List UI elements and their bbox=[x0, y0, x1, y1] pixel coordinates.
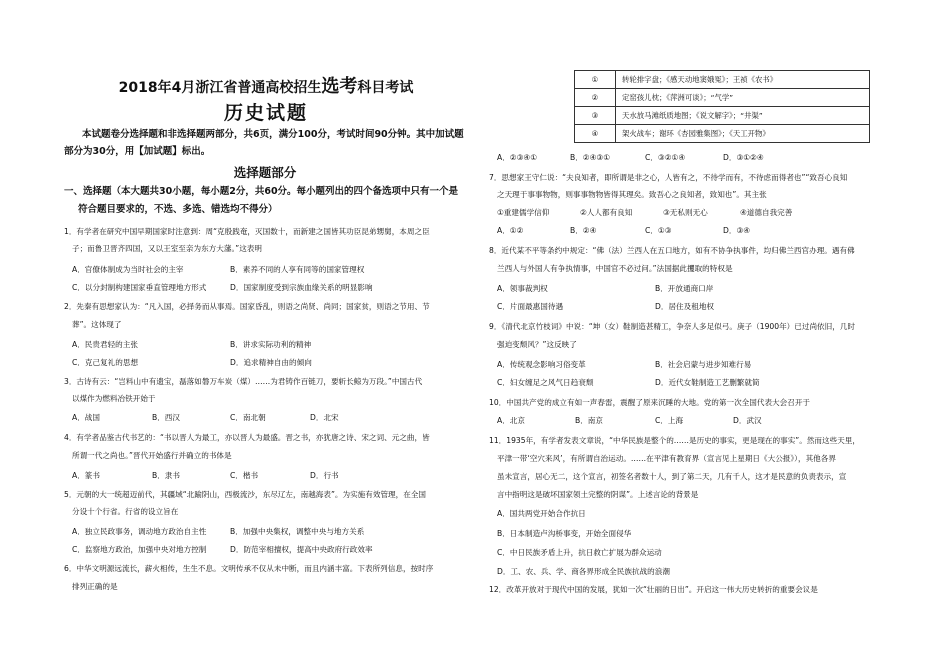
exam-title bbox=[96, 72, 436, 98]
q9-option-c[interactable]: C．妇女缠足之风气日趋衰颓 bbox=[497, 378, 594, 387]
q10-option-a[interactable]: A．北京 bbox=[497, 416, 525, 425]
q4-option-a[interactable]: A．篆书 bbox=[72, 471, 100, 480]
question-7-text-cont: 之天理于事事物物，则事事物物皆得其理矣。致吾心之良知者，致知也”。其主张 bbox=[497, 190, 767, 199]
question-4-text-cont: 所谓一代之尚也。”晋代开始盛行并确立的书体是 bbox=[72, 451, 232, 460]
q9-option-a[interactable]: A．传统观念影响习俗变革 bbox=[497, 360, 586, 369]
intro-line: 部分为30分，用【加试题】标出。 bbox=[64, 146, 211, 157]
q8-option-b[interactable]: B．开放通商口岸 bbox=[655, 284, 714, 293]
source-row-content: 定窑孩儿枕；《萍洲可谈》；“气学” bbox=[616, 89, 870, 107]
question-1-text-cont: 子；而鲁卫晋齐四国，又以王室至亲为东方大藩。”这表明 bbox=[72, 244, 262, 253]
title-emphasis: 选考 bbox=[321, 76, 358, 97]
q10-option-c[interactable]: C．上海 bbox=[655, 416, 684, 425]
q11-option-a[interactable]: A．国共两党开始合作抗日 bbox=[497, 509, 586, 518]
q1-option-d[interactable]: D．国家制度受到宗族血缘关系的明显影响 bbox=[230, 283, 373, 292]
q3-option-c[interactable]: C．南北朝 bbox=[230, 413, 266, 422]
title-suffix: 科目考试 bbox=[357, 80, 414, 96]
question-4-text: 4．有学者品鉴古代书艺的：“书以晋人为最工，亦以晋人为最盛。晋之书，亦犹唐之诗、宋之词、元之曲，皆 bbox=[64, 433, 430, 442]
question-5-text: 5．元朝的大一统超迈前代，其疆域“北踰阴山，西极流沙，东尽辽左，南越海表”。为实施有效管理，在全国 bbox=[64, 490, 427, 499]
title-prefix: 2018年4月浙江省普通高校招生 bbox=[118, 80, 322, 96]
part-heading: 一、选择题（本大题共30小题，每小题2分，共60分。每小题列出的四个备选项中只有一个是 bbox=[64, 186, 459, 197]
question-12-text: 12．改革开放对于现代中国的发展，犹如一次“壮丽的日出”。开启这一伟大历史转折的重要会议是 bbox=[489, 585, 818, 594]
question-1-text: 1．有学者在研究中国早期国家时注意到：周“克殷践奄，灭国数十，而新建之国皆其功臣昆弟甥舅，本周之臣 bbox=[64, 227, 430, 236]
q7-statement-4: ④道德自我完善 bbox=[740, 208, 793, 217]
q11-option-c[interactable]: C．中日民族矛盾上升，抗日救亡扩展为群众运动 bbox=[497, 548, 662, 557]
source-table-row bbox=[575, 125, 870, 143]
q7-statement-1: ①重建儒学信仰 bbox=[497, 208, 550, 217]
source-table-row bbox=[575, 71, 870, 89]
q7-statement-3: ③无私则无心 bbox=[663, 208, 708, 217]
part-heading-cont: 符合题目要求的，不选、多选、错选均不得分） bbox=[78, 204, 278, 215]
source-table-row bbox=[575, 89, 870, 107]
source-row-content: 天水放马滩纸质地图；《说文解字》；“井渠” bbox=[616, 107, 870, 125]
source-row-number: ③ bbox=[575, 107, 616, 125]
q6-option-b[interactable]: B．②④③① bbox=[570, 153, 611, 162]
q4-option-c[interactable]: C．楷书 bbox=[230, 471, 259, 480]
q7-statement-2: ②人人都有良知 bbox=[580, 208, 633, 217]
question-11-text: 11．1935年，有学者发表文章说，“中华民族是整个的……是历史的事实，更是现在的事实”。然而这些天里， bbox=[489, 436, 860, 445]
q5-option-c[interactable]: C．监察地方政治，加强中央对地方控制 bbox=[72, 545, 207, 554]
question-3-text: 3．古诗有云：“岂料山中有遗宝，磊落如磐万车炭（煤）……为君铸作百链刀，要斩长鲸为万段。”中国古代 bbox=[64, 377, 423, 386]
q10-option-b[interactable]: B．南京 bbox=[575, 416, 603, 425]
question-8-text: 8．近代某不平等条约中规定：“佛（法）兰西人在五口地方，如有不协争执事件，均归佛兰西官办理。遇有佛 bbox=[489, 246, 855, 255]
source-row-number: ① bbox=[575, 71, 616, 89]
source-row-number: ④ bbox=[575, 125, 616, 143]
q4-option-b[interactable]: B．隶书 bbox=[152, 471, 180, 480]
question-2-text-cont: 葬”。这体现了 bbox=[72, 320, 122, 329]
q1-option-b[interactable]: B．素养不同的人享有同等的国家管理权 bbox=[230, 265, 365, 274]
q6-option-c[interactable]: C．③②①④ bbox=[645, 153, 686, 162]
q8-option-d[interactable]: D．居住及租地权 bbox=[655, 302, 715, 311]
q1-option-c[interactable]: C．以分封制构建国家垂直管理地方形式 bbox=[72, 283, 207, 292]
question-3-text-cont: 以煤作为燃料冶铁开始于 bbox=[72, 394, 156, 403]
q2-option-b[interactable]: B．讲求实际功利的精神 bbox=[230, 340, 312, 349]
q3-option-a[interactable]: A．战国 bbox=[72, 413, 100, 422]
question-11-text-cont: 平津一带‘空穴来风’，有所谓自治运动。……在平津有教育界（宣言见上星期日《大公报》），其他各界 bbox=[497, 454, 836, 463]
q10-option-d[interactable]: D．武汉 bbox=[733, 416, 762, 425]
q7-option-b[interactable]: B．②④ bbox=[570, 226, 597, 235]
q2-option-d[interactable]: D．追求精神自由的倾向 bbox=[230, 358, 312, 367]
q7-option-c[interactable]: C．①③ bbox=[645, 226, 672, 235]
source-row-content: 架火战车；谢环《杏园雅集图》；《天工开物》 bbox=[616, 125, 870, 143]
section-title: 选择题部分 bbox=[233, 165, 297, 180]
q2-option-a[interactable]: A．民贵君轻的主张 bbox=[72, 340, 138, 349]
question-9-text-cont: 强迫变颓风？”这反映了 bbox=[497, 340, 577, 349]
q2-option-c[interactable]: C．克己复礼的思想 bbox=[72, 358, 139, 367]
question-11-text-cont: 言中指明这是破坏国家领土完整的阴谋”。上述言论的背景是 bbox=[497, 490, 699, 499]
q7-option-d[interactable]: D．③④ bbox=[723, 226, 751, 235]
q8-option-a[interactable]: A．领事裁判权 bbox=[497, 284, 548, 293]
q9-option-b[interactable]: B．社会启蒙与进步知难行易 bbox=[655, 360, 752, 369]
q5-option-a[interactable]: A．独立民政事务，调动地方政治自主性 bbox=[72, 527, 207, 536]
question-5-text-cont: 分设十个行省。行省的设立旨在 bbox=[72, 507, 179, 516]
source-table-row bbox=[575, 107, 870, 125]
q6-option-d[interactable]: D．③①②④ bbox=[723, 153, 764, 162]
q5-option-d[interactable]: D．防范宰相擅权，提高中央政府行政效率 bbox=[230, 545, 373, 554]
q4-option-d[interactable]: D．行书 bbox=[310, 471, 339, 480]
question-9-text: 9．《清代北京竹枝词》中说：“坤（女）鞋制造甚精工，争奈人多足似弓。庚子（1900年）已过尚依旧，几时 bbox=[489, 322, 856, 331]
question-2-text: 2．先秦有思想家认为：“凡入国，必择务而从事焉。国家昏乱，则语之尚贤、尚同；国家贫，则语之节用、节 bbox=[64, 302, 430, 311]
q5-option-b[interactable]: B．加强中央集权，调整中央与地方关系 bbox=[230, 527, 365, 536]
q9-option-d[interactable]: D．近代女鞋制造工艺删繁就简 bbox=[655, 378, 760, 387]
q8-option-c[interactable]: C．片面最惠国待遇 bbox=[497, 302, 564, 311]
exam-intro bbox=[64, 126, 466, 160]
q3-option-b[interactable]: B．西汉 bbox=[152, 413, 180, 422]
q6-option-a[interactable]: A．②③④① bbox=[497, 153, 538, 162]
q1-option-a[interactable]: A．官僚体制成为当时社会的主宰 bbox=[72, 265, 184, 274]
source-row-number: ② bbox=[575, 89, 616, 107]
question-10-text: 10．中国共产党的成立有如一声春雷，震醒了原来沉睡的大地。党的第一次全国代表大会召开于 bbox=[489, 398, 811, 407]
source-table bbox=[574, 70, 870, 143]
question-6-text: 6．中华文明源远流长，薪火相传，生生不息。文明传承不仅从未中断，而且内涵丰富。下表所列信息，按时序 bbox=[64, 564, 434, 573]
q3-option-d[interactable]: D．北宋 bbox=[310, 413, 339, 422]
q7-option-a[interactable]: A．①② bbox=[497, 226, 524, 235]
question-8-text-cont: 兰西人与外国人有争执情事，中国官不必过问。”法国据此攫取的特权是 bbox=[497, 264, 733, 273]
intro-line: 本试题卷分选择题和非选择题两部分，共6页，满分100分，考试时间90分钟。其中加试题 bbox=[82, 129, 464, 140]
source-row-content: 转轮排字盘；《感天动地窦娥冤》；王祯《农书》 bbox=[616, 71, 870, 89]
question-6-text-cont: 排列正确的是 bbox=[72, 582, 118, 591]
q11-option-b[interactable]: B．日本制造卢沟桥事变，开始全面侵华 bbox=[497, 529, 632, 538]
q11-option-d[interactable]: D．工、农、兵、学、商各界形成全民族抗战的浪潮 bbox=[497, 567, 670, 576]
subject-title: 历史试题 bbox=[223, 102, 308, 124]
question-11-text-cont: 虽未宣言，居心无二，这个宣言，初签名者数十人，到了第二天，几有千人，这才是民意的负责表示，宣 bbox=[497, 472, 847, 481]
question-7-text: 7．思想家王守仁说：“夫良知者，即所谓是非之心，人皆有之，不待学而有，不待虑而得者也”“致吾心良知 bbox=[489, 173, 848, 182]
